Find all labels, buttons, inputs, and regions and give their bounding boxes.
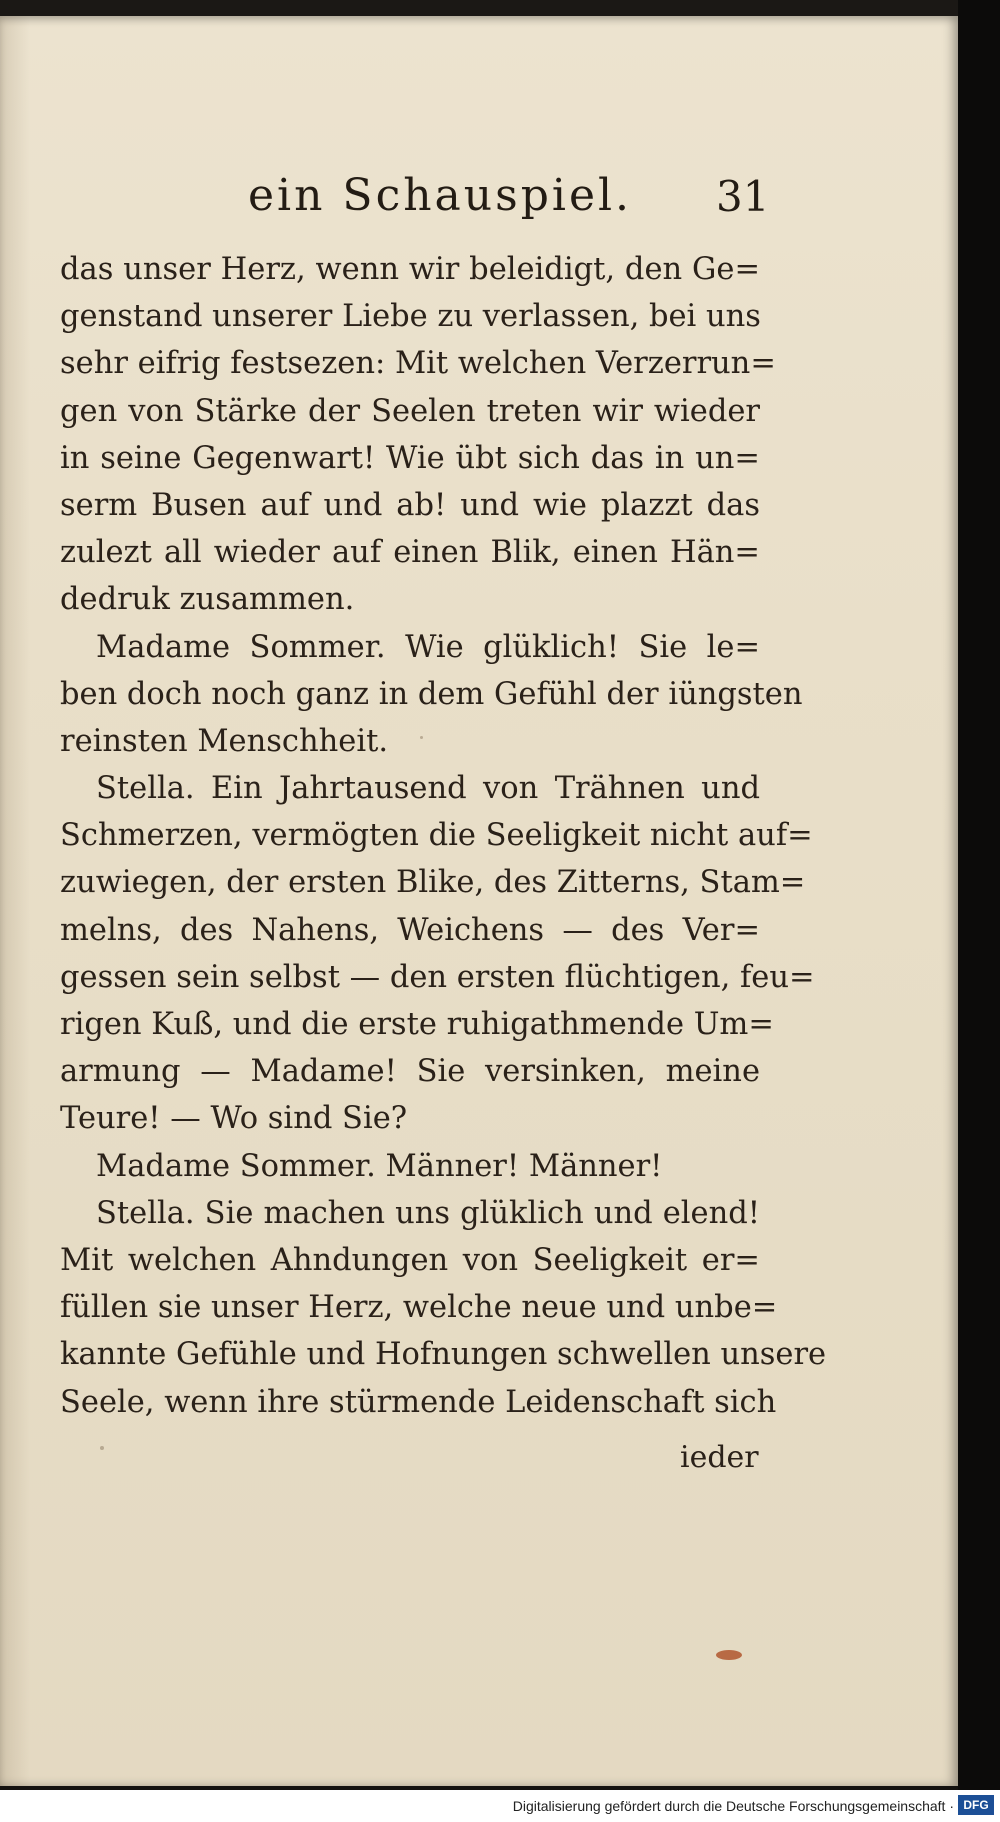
page-number: 31 <box>716 172 770 221</box>
gutter-shadow <box>0 16 30 1786</box>
text-line: rigen Kuß, und die erste ruhigathmende Um= <box>60 1007 774 1042</box>
text-line: zulezt all wieder auf einen Blik, einen Hän= <box>60 535 760 571</box>
text-line: in seine Gegenwart! Wie übt sich das in un= <box>60 440 760 476</box>
text-line: reinsten Menschheit. <box>60 723 389 759</box>
speaker-line: Madame Sommer. Wie glüklich! Sie le= <box>96 629 760 665</box>
text-line: melns, des Nahens, Weichens — des Ver= <box>60 912 760 948</box>
text-line: ben doch noch ganz in dem Gefühl der iüngsten <box>60 676 803 712</box>
footer-bar <box>0 1790 1000 1822</box>
ink-stain <box>716 1650 742 1660</box>
dfg-logo: DFG <box>958 1795 994 1815</box>
running-title: ein Schauspiel. <box>248 170 633 221</box>
funding-credit: Digitalisierung gefördert durch die Deutsche Forschungsgemeinschaft · <box>512 1798 954 1814</box>
text-line: kannte Gefühle und Hofnungen schwellen unsere <box>60 1337 827 1373</box>
speaker-line: Stella. Sie machen uns glüklich und elend! <box>96 1195 760 1231</box>
text-line: armung — Madame! Sie versinken, meine <box>60 1054 760 1090</box>
text-line: gen von Stärke der Seelen treten wir wieder <box>60 393 760 429</box>
text-line: das unser Herz, wenn wir beleidigt, den Ge= <box>60 252 760 287</box>
text-line: Teure! — Wo sind Sie? <box>60 1101 408 1137</box>
speaker-line: Stella. Ein Jahrtausend von Trähnen und <box>96 771 760 807</box>
text-line: genstand unserer Liebe zu verlassen, bei uns <box>60 299 761 335</box>
speaker-line: Madame Sommer. Männer! Männer! <box>96 1148 663 1184</box>
paper-speck <box>100 1446 104 1450</box>
text-line: Mit welchen Ahndungen von Seeligkeit er= <box>60 1242 760 1278</box>
scan-right-edge <box>958 0 1000 1790</box>
book-page <box>0 16 958 1786</box>
text-line: serm Busen auf und ab! und wie plazzt das <box>60 487 760 523</box>
text-line: zuwiegen, der ersten Blike, des Zitterns, Stam= <box>60 865 806 901</box>
paper-speck <box>420 736 423 739</box>
text-line: dedruk zusammen. <box>60 582 355 618</box>
text-line: gessen sein selbst — den ersten flüchtigen, feu= <box>60 959 815 995</box>
body-text <box>60 246 827 1426</box>
text-line: sehr eifrig festsezen: Mit welchen Verzerrun= <box>60 346 776 382</box>
text-line: füllen sie unser Herz, welche neue und unbe= <box>60 1290 778 1326</box>
page-header <box>0 166 958 236</box>
catchword: ieder <box>680 1440 759 1475</box>
text-line: Seele, wenn ihre stürmende Leidenschaft sich <box>60 1384 777 1420</box>
text-line: Schmerzen, vermögten die Seeligkeit nicht auf= <box>60 818 813 854</box>
